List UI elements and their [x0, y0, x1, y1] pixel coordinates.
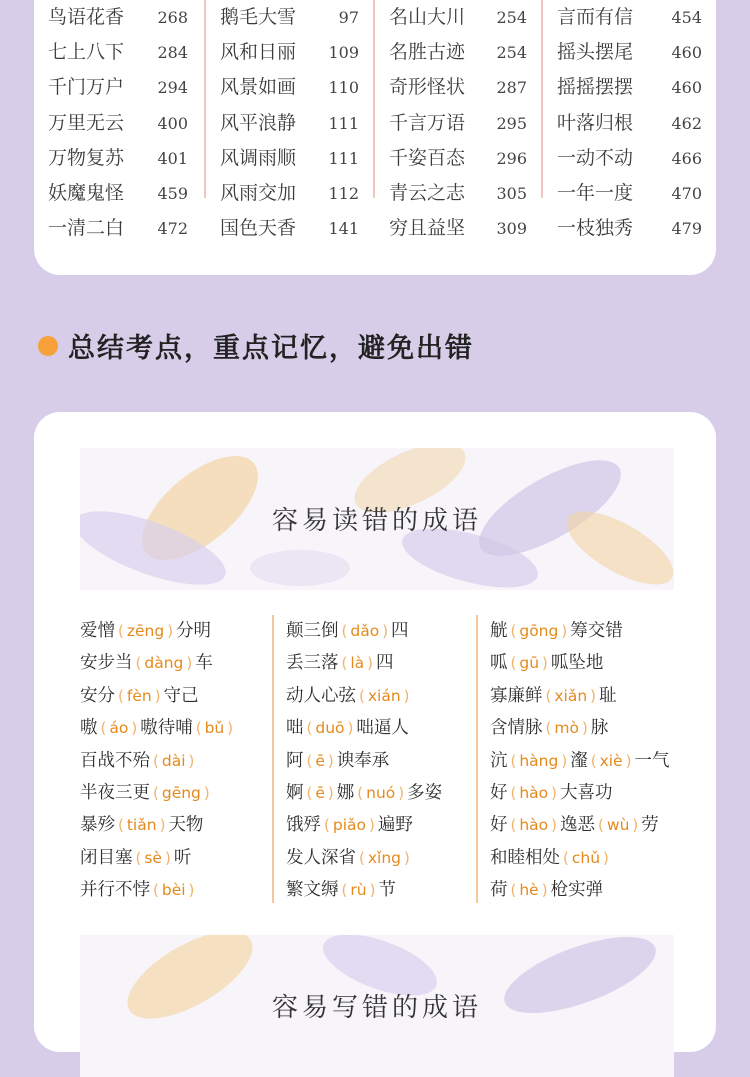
open-paren: ( [510, 622, 517, 640]
misread-idiom [490, 712, 690, 744]
idiom-text: 暴殄 [80, 815, 115, 836]
close-paren: ) [164, 848, 171, 867]
open-paren: ( [153, 881, 159, 900]
open-paren: ( [510, 816, 517, 835]
pinyin: là [350, 654, 365, 673]
index-row [34, 70, 204, 105]
misread-idiom [490, 809, 690, 841]
index-row [375, 70, 543, 105]
index-idiom: 千门万户 [48, 76, 125, 99]
idiom-text: 呱坠地 [550, 653, 604, 674]
idiom-text: 节 [378, 880, 396, 901]
pinyin: bǔ [204, 719, 225, 738]
index-idiom: 一清二白 [48, 217, 125, 240]
idiom-text: 和睦相处 [490, 847, 560, 868]
index-page-number: 295 [496, 113, 527, 133]
close-paren: ) [398, 783, 405, 802]
close-paren: ) [541, 881, 548, 900]
index-idiom: 言而有信 [557, 6, 634, 28]
idiom-text: 逸恶 [560, 815, 596, 836]
index-row [375, 176, 543, 211]
misread-idiom [80, 647, 272, 679]
misread-idiom [80, 842, 272, 874]
open-paren: ( [153, 751, 159, 770]
pinyin: gū [519, 654, 540, 673]
pinyin: zēng [126, 622, 165, 640]
open-paren: ( [118, 816, 124, 835]
idiom-text: 咄逼人 [356, 718, 409, 739]
index-row [543, 0, 718, 35]
pinyin: gōng [519, 622, 559, 640]
pinyin: mò [554, 719, 579, 738]
idiom-text: 动人心弦 [286, 685, 356, 706]
idiom-text: 颠三倒 [286, 621, 339, 641]
open-paren: ( [306, 783, 313, 802]
close-paren: ) [327, 751, 334, 770]
pinyin: hàng [519, 751, 559, 770]
index-page-number: 110 [328, 78, 359, 98]
idiom-text: 一气 [634, 750, 670, 771]
index-page-number: 401 [157, 148, 188, 168]
close-paren: ) [590, 686, 597, 705]
misread-idiom [286, 647, 478, 679]
index-idiom: 千姿百态 [389, 146, 466, 169]
index-page-number: 284 [157, 43, 188, 63]
idiom-text: 闭目塞 [80, 847, 133, 868]
open-paren: ( [341, 881, 348, 900]
index-row [543, 211, 718, 246]
idiom-text: 安步当 [80, 653, 133, 674]
open-paren: ( [357, 783, 364, 802]
close-paren: ) [403, 686, 410, 705]
index-idiom: 名胜古迹 [389, 41, 466, 64]
close-paren: ) [551, 783, 558, 802]
misread-column-3 [476, 615, 690, 903]
index-page-number: 268 [157, 8, 188, 27]
index-page-number: 454 [671, 8, 702, 27]
index-row [34, 106, 204, 141]
index-idiom: 名山大川 [389, 6, 466, 28]
misread-idiom [80, 680, 272, 712]
close-paren: ) [347, 719, 354, 738]
close-paren: ) [561, 622, 568, 640]
index-page-number: 141 [328, 219, 359, 239]
index-column-2 [204, 0, 375, 240]
idiom-text: 繁文缛 [286, 880, 339, 901]
index-page-number: 309 [496, 219, 527, 239]
pinyin: xián [367, 686, 401, 705]
index-row [34, 0, 204, 35]
index-page-number: 460 [671, 43, 702, 63]
index-row [206, 176, 375, 211]
index-row [206, 0, 375, 35]
index-idiom: 一动不动 [557, 146, 634, 169]
index-page-number: 466 [671, 148, 702, 168]
index-row [543, 176, 718, 211]
idiom-text: 脉 [590, 718, 609, 739]
idiom-text: 嗷 [80, 718, 98, 739]
idiom-text: 阿 [286, 750, 304, 771]
index-idiom: 七上八下 [48, 41, 125, 64]
index-row [206, 106, 375, 141]
index-row [34, 211, 204, 246]
pinyin: xǐng [367, 848, 402, 867]
open-paren: ( [545, 686, 552, 705]
index-idiom: 一枝独秀 [557, 217, 634, 240]
pinyin: ē [315, 751, 325, 770]
pinyin: dǎo [350, 622, 380, 640]
misread-idiom [80, 874, 272, 906]
misread-idiom [286, 745, 478, 777]
index-row [375, 0, 543, 35]
idiom-text: 丢三落 [286, 653, 339, 674]
open-paren: ( [359, 848, 365, 867]
index-row [375, 211, 543, 246]
idiom-text: 谀奉承 [336, 750, 390, 771]
misread-idiom [80, 777, 272, 809]
index-page-number: 472 [157, 219, 188, 239]
open-paren: ( [306, 751, 313, 770]
misread-idiom [286, 712, 478, 744]
pinyin: wù [606, 816, 630, 835]
bullet-dot-icon [38, 336, 58, 356]
idiom-text: 荷 [490, 880, 508, 901]
open-paren: ( [118, 686, 124, 705]
index-page-number: 254 [496, 43, 527, 63]
pinyin: xiè [599, 751, 623, 770]
index-row [543, 70, 718, 105]
open-paren: ( [341, 654, 348, 673]
index-idiom: 奇形怪状 [389, 76, 466, 99]
close-paren: ) [603, 848, 609, 867]
misread-idiom [286, 842, 478, 874]
misread-idiom [490, 647, 690, 679]
index-page-number: 111 [328, 148, 359, 168]
open-paren: ( [195, 719, 202, 738]
index-idiom: 妖魔鬼怪 [48, 181, 125, 204]
index-idiom: 叶落归根 [557, 111, 634, 134]
index-row [543, 35, 718, 70]
close-paren: ) [131, 719, 138, 738]
index-idiom: 一年一度 [557, 181, 634, 204]
index-row [34, 141, 204, 176]
idiom-text: 筹交错 [570, 621, 623, 641]
banner-title: 容易读错的成语 [271, 506, 482, 536]
idiom-text: 觥 [490, 621, 508, 641]
index-row [543, 106, 718, 141]
idiom-text: 饿殍 [286, 815, 321, 836]
misread-idiom [490, 745, 690, 777]
idiom-text: 发人深省 [286, 847, 356, 868]
pinyin: ē [315, 783, 325, 802]
misread-idiom [490, 842, 690, 874]
idiom-text: 分明 [176, 621, 212, 641]
open-paren: ( [510, 881, 517, 900]
open-paren: ( [135, 848, 142, 867]
open-paren: ( [118, 622, 124, 640]
second-title-banner [80, 935, 674, 1077]
pinyin: hè [519, 881, 539, 900]
index-row [206, 141, 375, 176]
index-idiom: 风景如画 [220, 76, 297, 99]
close-paren: ) [367, 654, 374, 673]
index-page-number: 111 [328, 113, 359, 133]
pinyin: xiǎn [554, 686, 588, 705]
open-paren: ( [510, 783, 517, 802]
idiom-text: 好 [490, 815, 508, 836]
close-paren: ) [542, 654, 548, 673]
close-paren: ) [551, 816, 558, 835]
open-paren: ( [100, 719, 107, 738]
close-paren: ) [167, 622, 174, 640]
section-heading [38, 326, 474, 365]
pinyin: sè [144, 848, 162, 867]
index-row [34, 35, 204, 70]
close-paren: ) [369, 816, 375, 835]
second-banner-title: 容易写错的成语 [271, 993, 482, 1023]
misread-idiom [286, 777, 478, 809]
index-row [206, 211, 375, 246]
pinyin: rù [350, 881, 367, 900]
misread-idioms-card [34, 412, 716, 1052]
idiom-text: 爱憎 [80, 621, 115, 641]
index-row [206, 70, 375, 105]
index-row [375, 141, 543, 176]
misread-idiom [286, 615, 478, 647]
misread-idiom [80, 745, 272, 777]
open-paren: ( [324, 816, 330, 835]
misread-idiom [490, 615, 690, 647]
index-page-number: 459 [157, 183, 188, 203]
open-paren: ( [341, 622, 348, 640]
misread-idiom [286, 809, 478, 841]
index-row [375, 106, 543, 141]
index-page-number: 296 [496, 148, 527, 168]
index-row [375, 35, 543, 70]
index-idiom: 摇摇摆摆 [557, 76, 634, 99]
misread-idiom [80, 712, 272, 744]
idiom-text: 劳 [641, 815, 659, 836]
index-page-number: 97 [338, 8, 359, 27]
index-column-1 [34, 0, 204, 240]
pinyin: dàng [144, 654, 184, 673]
index-page-number: 462 [671, 113, 702, 133]
close-paren: ) [404, 848, 410, 867]
pinyin: tiǎn [126, 816, 157, 835]
index-page-number: 287 [496, 78, 527, 98]
misread-idiom [490, 874, 690, 906]
open-paren: ( [510, 654, 517, 673]
close-paren: ) [203, 783, 210, 802]
index-row [543, 141, 718, 176]
pinyin: fèn [126, 686, 152, 705]
idiom-text: 百战不殆 [80, 750, 150, 771]
index-idiom: 鸟语花香 [48, 6, 125, 28]
open-paren: ( [135, 654, 142, 673]
idiom-text: 听 [173, 847, 192, 868]
index-page-number: 112 [328, 183, 359, 203]
idiom-text: 车 [195, 653, 213, 674]
misread-idiom [490, 777, 690, 809]
close-paren: ) [369, 881, 376, 900]
index-row [34, 176, 204, 211]
idiom-text: 大喜功 [560, 782, 613, 803]
index-column-4 [541, 0, 718, 240]
section-heading-text: 总结考点，重点记忆，避免出错 [68, 333, 474, 364]
pinyin: gēng [161, 783, 201, 802]
index-idiom: 万物复苏 [48, 146, 125, 169]
index-idiom: 穷且益坚 [389, 217, 466, 240]
index-page-number: 109 [328, 43, 359, 63]
idiom-text: 安分 [80, 685, 115, 706]
close-paren: ) [632, 816, 639, 835]
index-idiom: 摇头摆尾 [557, 41, 634, 64]
idiom-text: 咄 [286, 718, 304, 739]
idiom-text: 婀 [286, 782, 304, 803]
index-page-number: 479 [671, 219, 702, 239]
open-paren: ( [590, 751, 597, 770]
index-idiom: 风平浪静 [220, 111, 297, 134]
pinyin: áo [109, 719, 129, 738]
open-paren: ( [306, 719, 313, 738]
pinyin: hào [519, 783, 549, 802]
index-page-number: 460 [671, 78, 702, 98]
index-idiom: 风雨交加 [220, 181, 297, 204]
open-paren: ( [359, 686, 365, 705]
close-paren: ) [188, 881, 195, 900]
idiom-text: 含情脉 [490, 718, 543, 739]
index-page-number: 470 [671, 183, 702, 203]
open-paren: ( [545, 719, 552, 738]
title-banner [80, 448, 674, 590]
idiom-text: 娜 [336, 782, 355, 803]
open-paren: ( [563, 848, 569, 867]
close-paren: ) [188, 751, 195, 770]
misread-idiom [286, 874, 478, 906]
idiom-text: 天物 [168, 815, 204, 836]
idiom-text: 多姿 [407, 782, 443, 803]
index-column-3 [373, 0, 543, 240]
idiom-text: 四 [391, 621, 409, 641]
pinyin: hào [519, 816, 549, 835]
index-idiom: 鹅毛大雪 [220, 6, 297, 28]
pinyin: dài [161, 751, 186, 770]
idiom-text: 呱 [490, 653, 508, 674]
close-paren: ) [625, 751, 632, 770]
index-idiom: 国色天香 [220, 217, 297, 240]
misread-idiom [80, 615, 272, 647]
index-page-number: 294 [157, 78, 188, 98]
idiom-text: 四 [376, 653, 394, 674]
index-page-number: 305 [496, 183, 527, 203]
close-paren: ) [561, 751, 568, 770]
misread-column-2 [272, 615, 478, 903]
idiom-text: 好 [490, 782, 508, 803]
index-row [206, 35, 375, 70]
pinyin: chǔ [571, 848, 601, 867]
close-paren: ) [186, 654, 193, 673]
misread-column-1 [80, 615, 272, 903]
close-paren: ) [159, 816, 166, 835]
open-paren: ( [510, 751, 517, 770]
idiom-text: 枪实弹 [550, 880, 604, 901]
index-idiom: 千言万语 [389, 111, 466, 134]
idiom-text: 寡廉鲜 [490, 685, 543, 706]
idiom-text: 耻 [599, 685, 617, 706]
index-idiom: 风调雨顺 [220, 146, 297, 169]
index-page-number: 254 [496, 8, 527, 27]
close-paren: ) [581, 719, 588, 738]
idiom-text: 守己 [163, 685, 199, 706]
index-idiom: 风和日丽 [220, 41, 297, 64]
idiom-text: 瀣 [570, 750, 588, 771]
pinyin: bèi [161, 881, 186, 900]
idiom-text: 遍野 [377, 815, 413, 836]
pinyin: piǎo [332, 816, 366, 835]
close-paren: ) [154, 686, 161, 705]
pinyin: nuó [366, 783, 396, 802]
misread-idiom [286, 680, 478, 712]
index-idiom: 青云之志 [389, 181, 466, 204]
idiom-text: 并行不悖 [80, 880, 150, 901]
open-paren: ( [598, 816, 604, 835]
close-paren: ) [327, 783, 334, 802]
open-paren: ( [153, 783, 159, 802]
idiom-index-card [34, 0, 716, 275]
misread-idiom [490, 680, 690, 712]
idiom-text: 沆 [490, 750, 508, 771]
idiom-text: 嗷待哺 [140, 718, 193, 739]
close-paren: ) [382, 622, 389, 640]
idiom-text: 半夜三更 [80, 782, 150, 803]
index-page-number: 400 [157, 113, 188, 133]
misread-idiom [80, 809, 272, 841]
close-paren: ) [227, 719, 234, 738]
index-idiom: 万里无云 [48, 111, 125, 134]
pinyin: duō [315, 719, 345, 738]
